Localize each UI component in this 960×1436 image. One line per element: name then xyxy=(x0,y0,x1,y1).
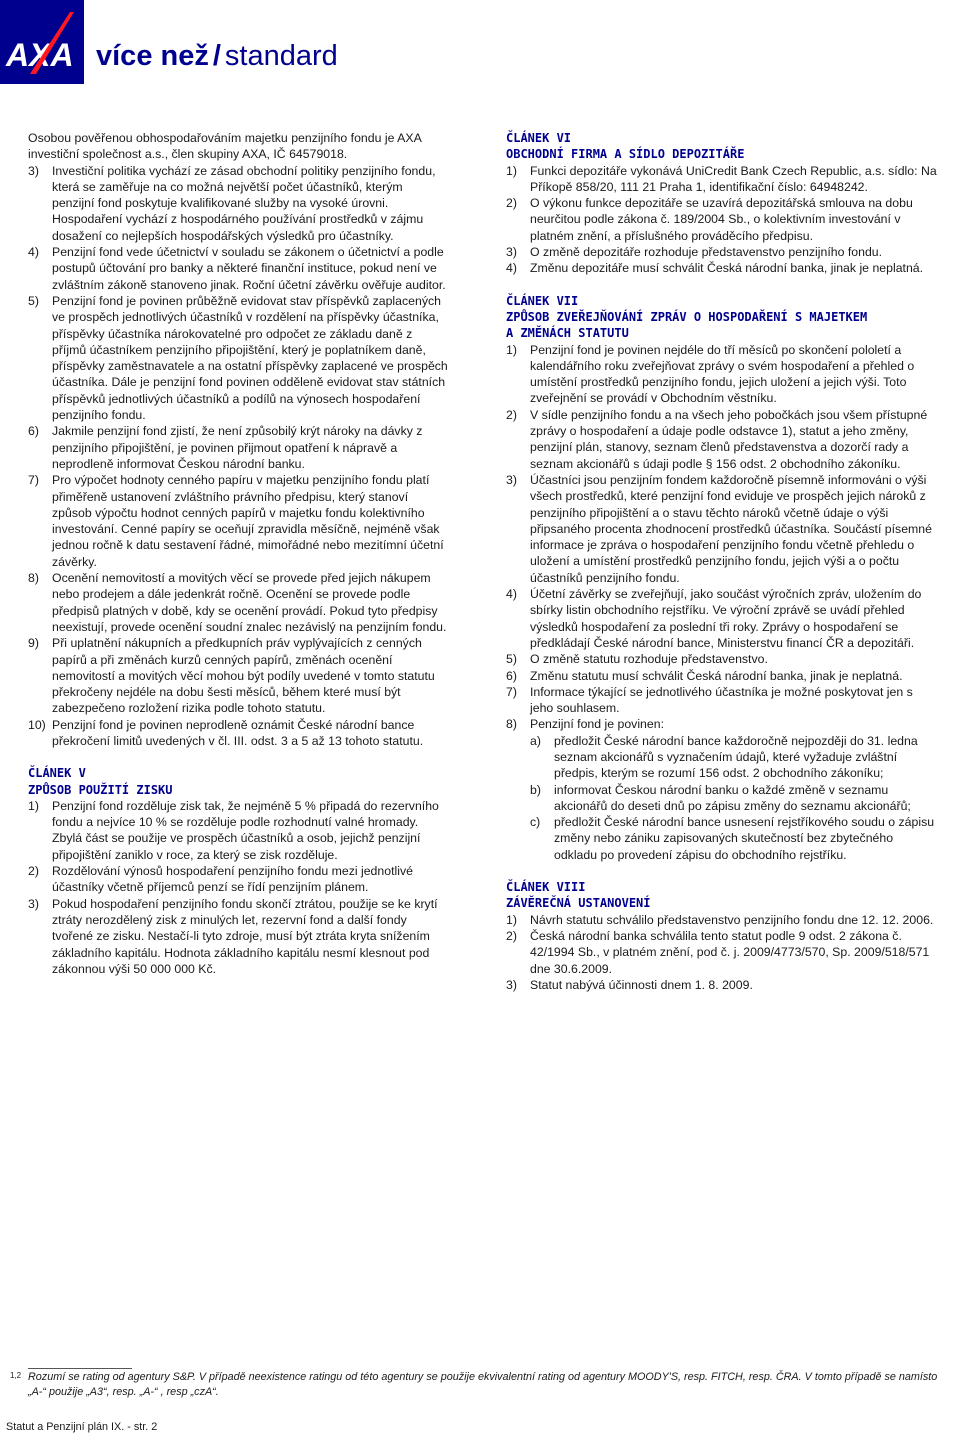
item-number: 3) xyxy=(506,245,517,260)
item-number: a) xyxy=(530,733,541,748)
item-text: Funkci depozitáře vykonává UniCredit Bank Czech Republic, a.s. sídlo: Na Příkopě 858/20, 111 21 Praha 1, identifikační číslo: 64948242. xyxy=(530,163,937,194)
item-text: O změně depozitáře rozhoduje představenstvo penzijního fondu. xyxy=(530,245,883,260)
footnote-divider xyxy=(28,1368,132,1369)
item-number: 3) xyxy=(28,896,39,911)
item-number: 2) xyxy=(506,928,517,943)
list-item xyxy=(28,863,448,896)
page-header xyxy=(0,0,960,96)
article-5-title: ČLÁNEK V xyxy=(28,766,86,781)
item-text: Investiční politika vychází ze zásad obchodní politiky penzijního fondu, která se zaměřuje na co možná největší počet účastníků, kterým penzijní fond poskytuje kvalifikované služby na vysoké úrovni. Hospodaření vychází z hospodárného používání prostředků v zájmu dosažení co nejlepších hospodářských výsledků pro účastníky. xyxy=(52,163,436,243)
item-text: Rozdělování výnosů hospodaření penzijního fondu mezi jednotlivé účastníky včetně příjemců penzí se řídí penzijním plánem. xyxy=(52,864,413,895)
item-number: 3) xyxy=(28,163,39,178)
list-item xyxy=(506,668,938,684)
item-number: 3) xyxy=(506,977,517,992)
item-text: Účetní závěrky se zveřejňují, jako součást výročních zpráv, uložením do sbírky listin obchodního rejstříku. Ve výroční zprávě se uvádí přehled výsledků hospodaření za poslední tři roky. Zprávy o hospodaření se předkládají České národní bance, Ministerstvu financí ČR a depozitáři. xyxy=(530,587,922,650)
item-text: Penzijní fond je povinen: xyxy=(530,717,664,732)
item-number: 4) xyxy=(28,245,39,260)
item-number: c) xyxy=(530,815,541,830)
list-item xyxy=(506,928,938,977)
item-text: Návrh statutu schválilo představenstvo penzijního fondu dne 12. 12. 2006. xyxy=(530,912,934,927)
article-7-subtitle: ZPŮSOB ZVEŘEJŇOVÁNÍ ZPRÁV O HOSPODAŘENÍ S MAJETKEM xyxy=(506,309,868,324)
list-item xyxy=(28,717,448,750)
item-text: O výkonu funkce depozitáře se uzavírá depozitářská smlouva na dobu neurčitou podle zákona č. 189/2004 Sb., o kolektivním investování v platném znění, a příslušného prováděcího předpisu. xyxy=(530,196,913,243)
list-item xyxy=(506,244,938,260)
item-number: 6) xyxy=(28,424,39,439)
item-text: Penzijní fond je povinen nejdéle do tří měsíců po skončení pololetí a kalendářního roku zveřejňovat zprávy o svém hospodaření a přehled o umístění prostředků penzijního fondu, jejich uložení a jejich výši. Toto zveřejnění se provádí v Obchodním věstníku. xyxy=(530,342,915,406)
item-number: 8) xyxy=(506,717,517,732)
list-item xyxy=(506,163,938,196)
item-number: 4) xyxy=(506,587,517,602)
item-text: Penzijní fond vede účetnictví v souladu se zákonem o účetnictví a podle postupů účtování pro banky a některé finanční instituce, pokud není ve zvláštním zákoně stanoveno jinak. Roční účetní závěrku ověřuje auditor. xyxy=(52,245,446,292)
item-text: Česká národní banka schválila tento statut podle 9 odst. 2 zákona č. 42/1994 Sb., v platném znění, pod č. j. 2009/4773/570, Sp. 2009/518/571 dne 30.6.2009. xyxy=(530,928,930,976)
item-number: 1) xyxy=(506,163,517,178)
item-number: 7) xyxy=(28,473,39,488)
item-text: Penzijní fond je povinen průběžně evidovat stav příspěvků zaplacených ve prospěch jednotlivých účastníků v rozdělení na příspěvky účastníka, příspěvky účastníka nárokovatelné pro odpočet ze základu daně z příjmů účastníkem penzijního připojištění, který je poplatníkem daně, příspěvky zaměstnavatele a na ostatní příspěvky zaplacené ve prospěch účastníka. Dále je penzijní fond povinen odděleně evidovat stav státních příspěvků jednotlivých účastníků a podílů na výnosech hospodaření penzijního fondu. xyxy=(52,293,448,423)
svg-text:AXA: AXA xyxy=(6,37,74,73)
item-text: V sídle penzijního fondu a na všech jeho pobočkách jsou všem přístupné zprávy o hospodaření a údaje podle odstavce 1), statut a jeho změny, penzijní plán, stanovy, seznam členů představenstva a dozorčí rady a seznam akcionářů s údaji podle § 156 odst. 2 obchodního zákoníku. xyxy=(530,407,928,471)
item-number: 9) xyxy=(28,636,39,651)
right-column xyxy=(506,130,938,993)
article-7-subtitle-2: A ZMĚNÁCH STATUTU xyxy=(506,326,629,341)
list-item xyxy=(28,635,448,716)
item-text: Účastníci jsou penzijním fondem každoročně písemně informováni o výši všech prostředků, které penzijní fond eviduje ve prospěch jejich nároků z penzijního připojištění a o stavu těchto nároků včetně údaje o výši připsaného procenta zhodnocení prostředků účastníka. Součástí písemné informace je zpráva o hospodaření penzijního fondu včetně přehledu o uložení a umístění prostředků penzijního fondu, jejich výši a o počtu účastníků penzijního fondu. xyxy=(530,472,932,585)
item-text: Změnu depozitáře musí schválit Česká národní banka, jinak je neplatná. xyxy=(530,261,924,276)
article-6-title: ČLÁNEK VI xyxy=(506,131,572,145)
list-item xyxy=(28,423,448,472)
item-text: předložit České národní bance usnesení rejstříkového soudu o zápisu změny nebo zániku zapisovaných skutečností bez zbytečného odkladu po provedení zápisu do obchodního rejstříku. xyxy=(554,815,935,862)
list-item xyxy=(28,570,448,635)
item-text: Při uplatnění nákupních a předkupních práv vyplývajících z cenných papírů a při změnách kurzů cenných papírů, změnách ocenění nemovitostí a movitých věcí mohou být podíly uvedené v tomto statutu překročeny nejdéle na dobu šesti měsíců, během které musí být zabezpečeno rozložení rizika podle tohoto statutu. xyxy=(52,636,435,716)
item-number: 7) xyxy=(506,684,517,699)
item-text: informovat Českou národní banku o každé změně v seznamu akcionářů do deseti dnů po zápisu změny do seznamu akcionářů; xyxy=(554,782,911,813)
item-number: 1) xyxy=(28,798,39,813)
list-item xyxy=(28,798,448,863)
item-text: Změnu statutu musí schválit Česká národní banka, jinak je neplatná. xyxy=(530,668,903,683)
item-text: Pro výpočet hodnoty cenného papíru v majetku penzijního fondu platí přiměřeně ustanovení zvláštního právního předpisu, který stanoví způsob výpočtu hodnot cenných papírů v majetku fondu kolektivního investování. Cenné papíry se oceňují zpravidla měsíčně, nejméně však jednou ročně k datu sestavení řádné, mimořádné nebo mezitímní účetní závěrky. xyxy=(52,473,444,569)
item-text: předložit České národní bance každoročně nejpozději do 31. ledna seznam akcionářů s vyznačením údajů, které vyžaduje zvláštní předpis, kterým se rozumí 156 odst. 2 obchodního zákoníku; xyxy=(554,733,918,781)
slogan-bold: více než xyxy=(96,40,209,72)
list-item xyxy=(530,782,938,815)
item-number: 1) xyxy=(506,342,517,357)
item-number: 2) xyxy=(28,864,39,879)
slogan xyxy=(96,42,338,71)
item-text: Pokud hospodaření penzijního fondu skončí ztrátou, použije se ke krytí ztráty nerozdělený zisk z minulých let, rezervní fond a další fondy tvořené ze zisku. Nestačí-li tyto zdroje, musí být ztráta kryta snížením základního kapitálu. Hodnota základního kapitálu nesmí klesnout pod zákonnou výši 50 000 000 Kč. xyxy=(52,896,438,976)
list-item xyxy=(506,586,938,651)
article-6-subtitle: OBCHODNÍ FIRMA A SÍDLO DEPOZITÁŘE xyxy=(506,147,745,162)
footnote-text: Rozumí se rating od agentury S&P. V případě neexistence ratingu od této agentury se použije ekvivalentní rating od agentury MOODY'S, resp. FITCH, resp. ČRA. V tomto případě se namísto „A-“ použije „A3“, resp. „A-“ , resp „czA“. xyxy=(28,1371,938,1398)
item-number: 5) xyxy=(28,293,39,308)
item-text: O změně statutu rozhoduje představenstvo. xyxy=(530,652,768,667)
list-item xyxy=(506,912,938,928)
list-item xyxy=(28,896,448,977)
slogan-slash: / xyxy=(212,40,221,72)
item-number: 5) xyxy=(506,652,517,667)
slogan-rest: standard xyxy=(224,40,338,72)
item-text: Ocenění nemovitostí a movitých věcí se provede před jejich nákupem nebo prodejem a dále jedenkrát ročně. Ocenění se provede podle předpisů platných v době, kdy se ocenění provádí. Pokud tyto předpisy neexistují, provede ocenění soudní znalec nezávislý na penzijním fondu. xyxy=(52,571,447,634)
article-7-title: ČLÁNEK VII xyxy=(506,293,579,308)
item-number: 2) xyxy=(506,407,517,422)
list-item xyxy=(530,733,938,782)
footnote xyxy=(10,1370,940,1400)
intro-paragraph: Osobou pověřenou obhospodařováním majetku penzijního fondu je AXA investiční společnost a.s., člen skupiny AXA, IČ 64579018. xyxy=(28,131,422,162)
axa-logo-graphic xyxy=(0,0,84,84)
item-text: Jakmile penzijní fond zjistí, že není způsobilý krýt nároky na dávky z penzijního připojištění, je povinen přijmout opatření k nápravě a neprodleně informovat Českou národní banku. xyxy=(52,424,423,471)
article-8-title: ČLÁNEK VIII xyxy=(506,880,586,895)
item-text: Statut nabývá účinnosti dnem 1. 8. 2009. xyxy=(530,977,753,992)
item-text: Penzijní fond je povinen neprodleně oznámit České národní bance překročení limitů uvedených v čl. III. odst. 3 a 5 až 13 tohoto statutu. xyxy=(52,717,424,748)
item-number: 2) xyxy=(506,196,517,211)
list-item xyxy=(28,163,448,244)
page-footer: Statut a Penzijní plán IX. - str. 2 xyxy=(6,1421,158,1433)
list-item xyxy=(506,195,938,244)
list-item xyxy=(28,293,448,423)
axa-logo xyxy=(0,0,84,84)
list-item xyxy=(506,342,938,407)
item-number: 4) xyxy=(506,261,517,276)
item-number: 10) xyxy=(28,717,46,732)
list-item xyxy=(28,472,448,570)
list-item xyxy=(506,407,938,472)
list-item xyxy=(506,260,938,276)
list-item xyxy=(506,651,938,667)
list-item xyxy=(506,684,938,717)
item-number: 8) xyxy=(28,571,39,586)
footnote-mark: 1,2 xyxy=(10,1371,22,1380)
left-column xyxy=(28,130,448,977)
article-8-subtitle: ZÁVĚREČNÁ USTANOVENÍ xyxy=(506,896,651,911)
list-item xyxy=(506,472,938,586)
item-number: b) xyxy=(530,782,541,797)
list-item xyxy=(506,716,938,732)
item-text: Penzijní fond rozděluje zisk tak, že nejméně 5 % připadá do rezervního fondu a nejvíce 10 % se rozděluje podle rozhodnutí valné hromady. Zbylá část se použije ve prospěch účastníků a osob, jejichž penzijní připojištění zaniklo v roce, za který se zisk rozděluje. xyxy=(52,798,439,862)
list-item xyxy=(530,814,938,863)
list-item xyxy=(506,977,938,993)
article-5-subtitle: ZPŮSOB POUŽITÍ ZISKU xyxy=(28,782,173,797)
item-text: Informace týkající se jednotlivého účastníka je možné poskytovat jen s jeho souhlasem. xyxy=(530,684,913,716)
item-number: 6) xyxy=(506,668,517,683)
item-number: 1) xyxy=(506,912,517,927)
item-number: 3) xyxy=(506,472,517,487)
list-item xyxy=(28,244,448,293)
